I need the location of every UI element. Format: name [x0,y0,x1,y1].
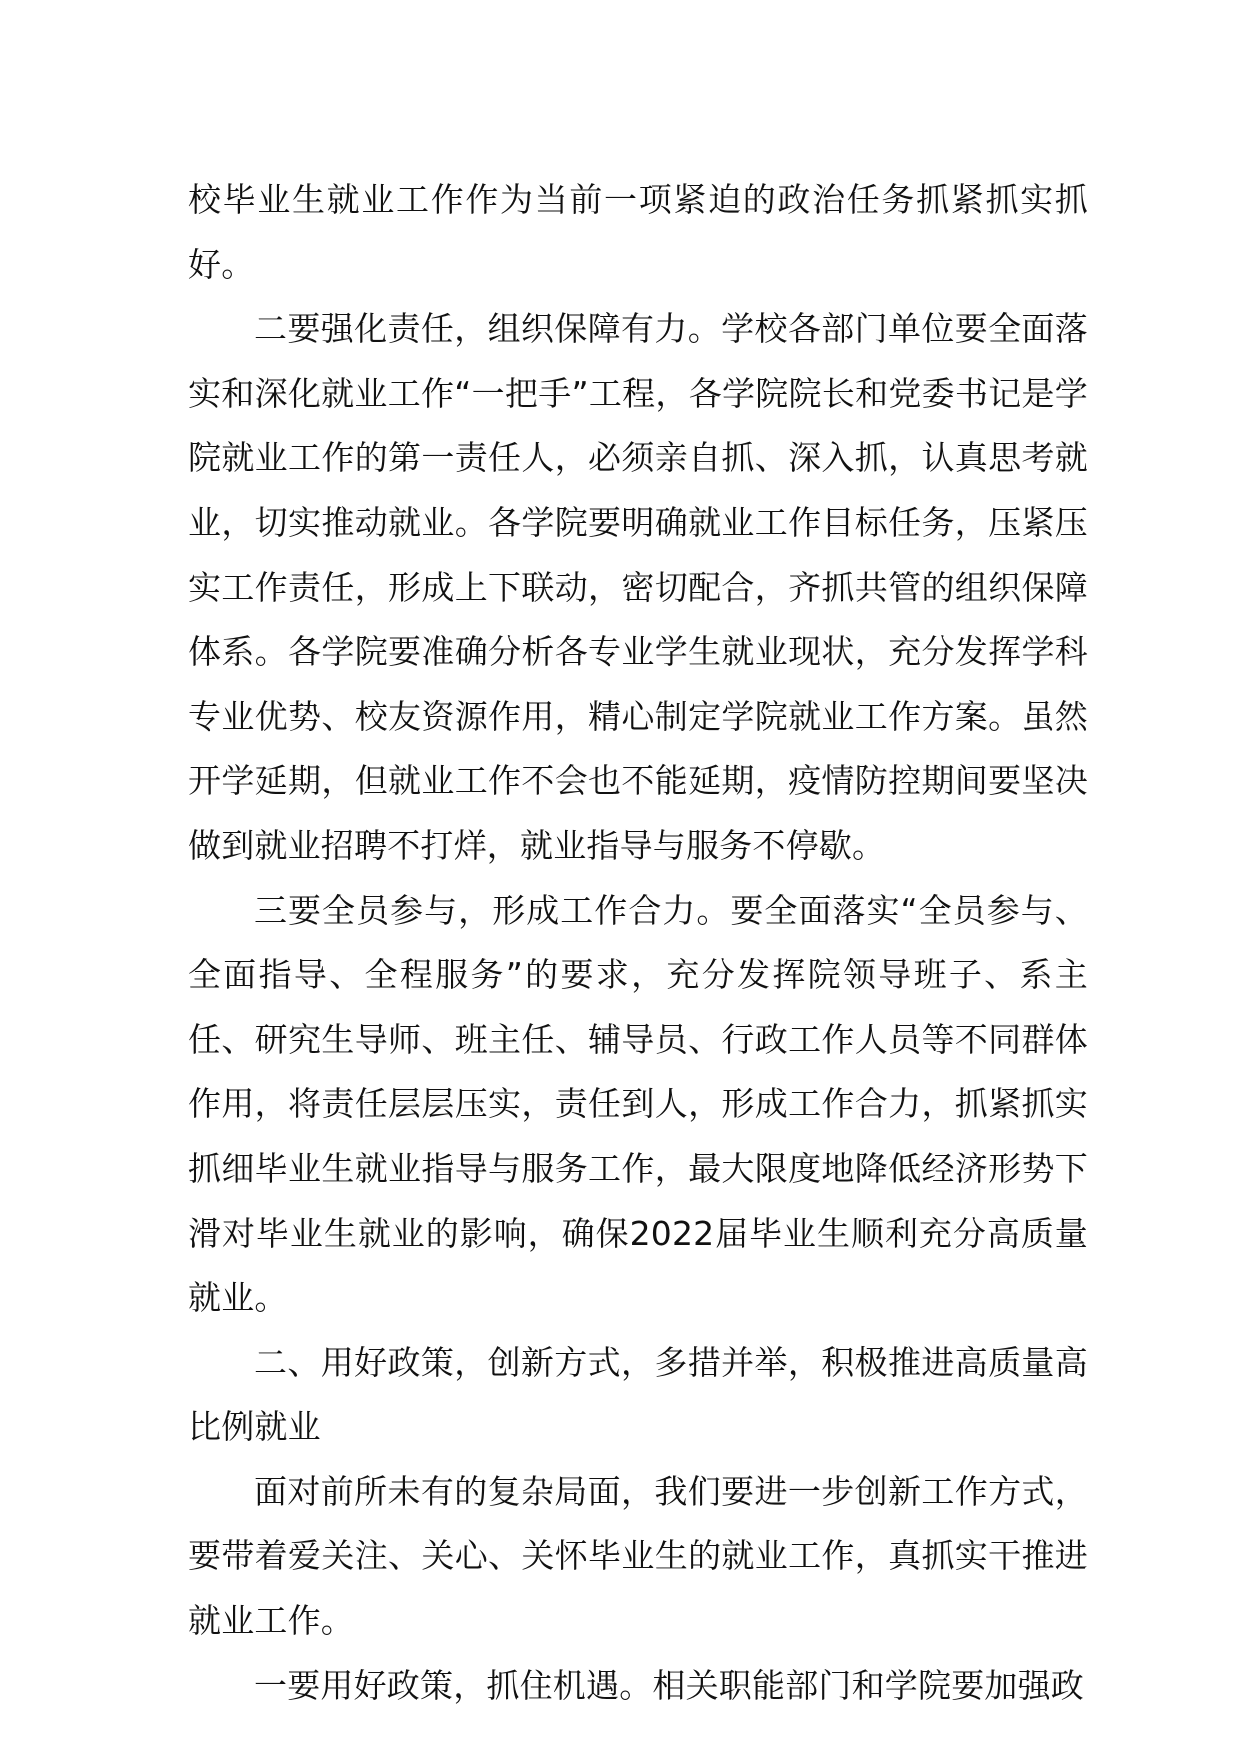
paragraph-use-policy: 一要用好政策，抓住机遇。相关职能部门和学院要加强政 [254,1665,1084,1705]
paragraph-full-participation: 三要全员参与，形成工作合力。要全面落实“全员参与、全面指导、全程服务”的要求，充分发挥院领导班子、系主任、研究生导师、班主任、辅导员、行政工作人员等不同群体作用，将责任层层压实，责任到人，形成工作合力，抓紧抓实抓细毕业生就业指导与服务工作，最大限度地降低经济形势下滑对毕业生就业的影响，确保2022届毕业生顺利充分高质量就业。 [188,890,1088,1318]
paragraph-strengthen-responsibility: 二要强化责任，组织保障有力。学校各部门单位要全面落实和深化就业工作“一把手”工程，各学院院长和党委书记是学院就业工作的第一责任人，必须亲自抓、深入抓，认真思考就业，切实推动就业。各学院要明确就业工作目标任务，压紧压实工作责任，形成上下联动，密切配合，齐抓共管的组织保障体系。各学院要准确分析各专业学生就业现状，充分发挥学科专业优势、校友资源作用，精心制定学院就业工作方案。虽然开学延期，但就业工作不会也不能延期，疫情防控期间要坚决做到就业招聘不打烊，就业指导与服务不停歇。 [188,309,1088,865]
document-body [188,168,1088,1718]
paragraph-innovate-methods: 面对前所未有的复杂局面，我们要进一步创新工作方式，要带着爱关注、关心、关怀毕业生的就业工作，真抓实干推进就业工作。 [188,1471,1088,1641]
paragraph-continuation: 校毕业生就业工作作为当前一项紧迫的政治任务抓紧抓实抓好。 [188,180,1088,284]
section-heading-policy: 二、用好政策，创新方式，多措并举，积极推进高质量高比例就业 [188,1342,1088,1447]
